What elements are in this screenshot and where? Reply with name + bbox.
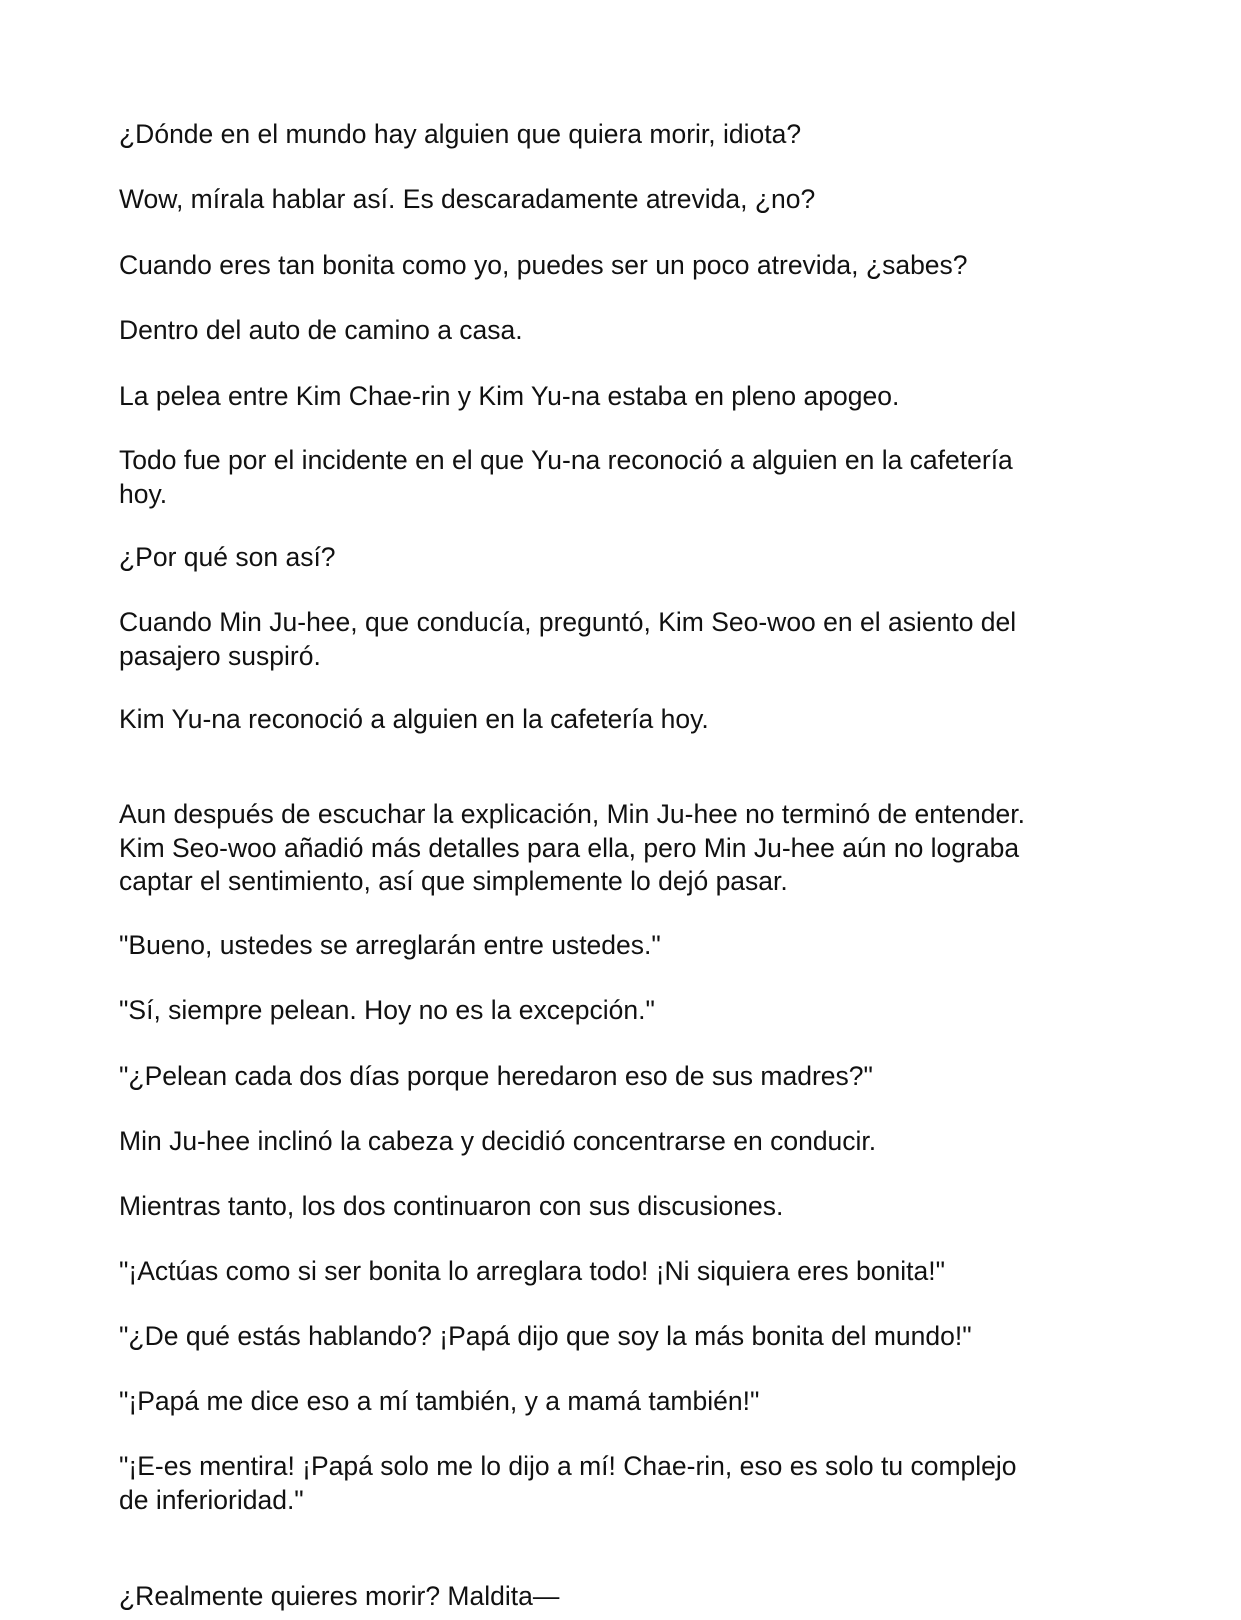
paragraph-10: Aun después de escuchar la explicación, Min Ju-hee no terminó de entender. Kim Seo-woo añadió más detalles para ella, pero Min Ju-hee aún no lograba captar el sentimiento, así que simplemente lo dejó pasar. — [119, 799, 1025, 896]
paragraph-5: La pelea entre Kim Chae-rin y Kim Yu-na estaba en pleno apogeo. — [119, 381, 900, 411]
paragraph-20: ¿Realmente quieres morir? Maldita— — [119, 1581, 560, 1611]
paragraph-17: "¿De qué estás hablando? ¡Papá dijo que soy la más bonita del mundo!" — [119, 1321, 972, 1351]
paragraph-14: Min Ju-hee inclinó la cabeza y decidió concentrarse en conducir. — [119, 1126, 877, 1156]
paragraph-16: "¡Actúas como si ser bonita lo arreglara todo! ¡Ni siquiera eres bonita!" — [119, 1256, 945, 1286]
paragraph-19: "¡E-es mentira! ¡Papá solo me lo dijo a mí! Chae-rin, eso es solo tu complejo de inferioridad." — [119, 1451, 1017, 1515]
paragraph-3: Cuando eres tan bonita como yo, puedes ser un poco atrevida, ¿sabes? — [119, 250, 968, 280]
paragraph-9: Kim Yu-na reconoció a alguien en la cafetería hoy. — [119, 704, 709, 734]
paragraph-15: Mientras tanto, los dos continuaron con sus discusiones. — [119, 1191, 784, 1221]
paragraph-11: "Bueno, ustedes se arreglarán entre ustedes." — [119, 930, 661, 960]
paragraph-18: "¡Papá me dice eso a mí también, y a mamá también!" — [119, 1386, 760, 1416]
paragraph-2: Wow, mírala hablar así. Es descaradamente atrevida, ¿no? — [119, 184, 816, 214]
paragraph-13: "¿Pelean cada dos días porque heredaron eso de sus madres?" — [119, 1061, 873, 1091]
paragraph-7: ¿Por qué son así? — [119, 542, 336, 572]
paragraph-8: Cuando Min Ju-hee, que conducía, preguntó, Kim Seo-woo en el asiento del pasajero suspiró. — [119, 607, 1017, 671]
paragraph-4: Dentro del auto de camino a casa. — [119, 315, 523, 345]
paragraph-12: "Sí, siempre pelean. Hoy no es la excepción." — [119, 995, 655, 1025]
paragraph-1: ¿Dónde en el mundo hay alguien que quiera morir, idiota? — [119, 119, 802, 149]
paragraph-6: Todo fue por el incidente en el que Yu-na reconoció a alguien en la cafetería hoy. — [119, 445, 1013, 509]
